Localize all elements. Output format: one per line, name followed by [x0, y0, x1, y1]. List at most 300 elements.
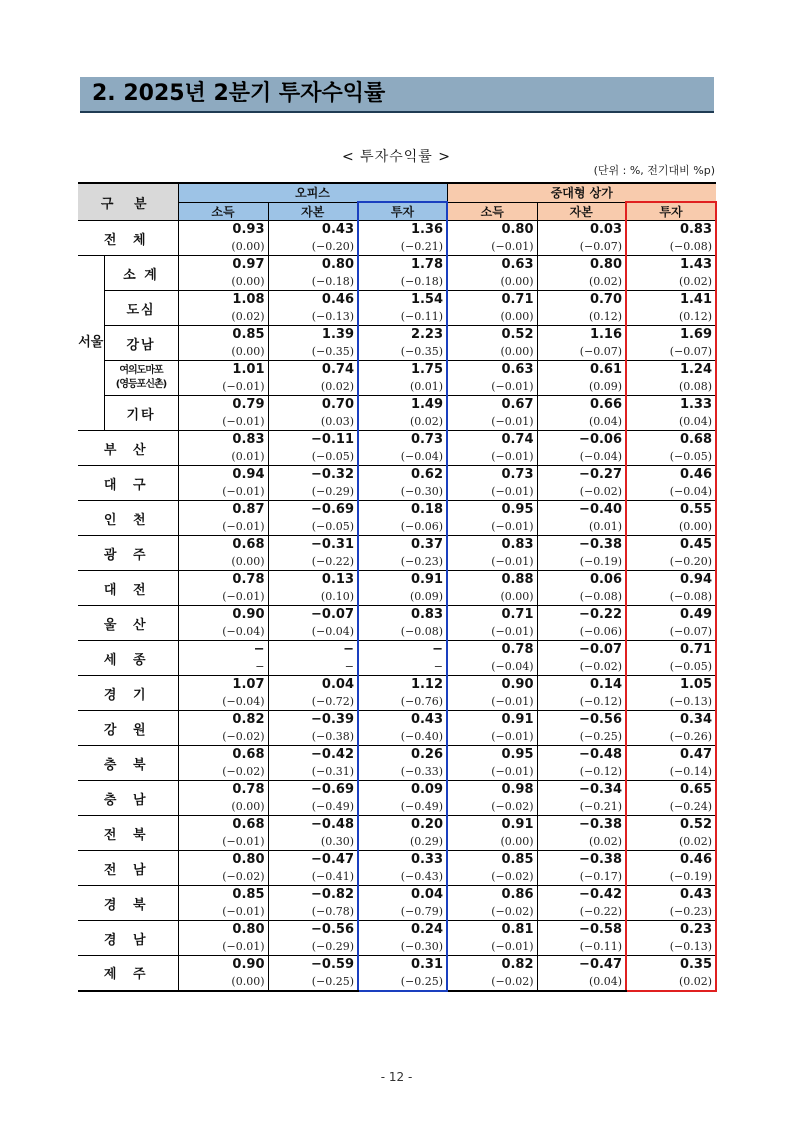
retail-income-value: 0.63 [447, 361, 537, 379]
retail-capital-change: (−0.04) [537, 448, 626, 466]
retail-income-change: (−0.01) [447, 553, 537, 571]
table-row [78, 956, 716, 974]
office-income-change: (−0.01) [178, 378, 268, 396]
retail-total-value: 0.46 [626, 466, 716, 484]
header-office: 오피스 [178, 183, 447, 202]
office-income-change: (−0.01) [178, 938, 268, 956]
office-total-change: (−0.25) [358, 973, 447, 991]
office-income-value: 0.68 [178, 746, 268, 764]
retail-total-value: 0.34 [626, 711, 716, 729]
row-label: 대 전 [78, 571, 178, 606]
header-office-capital: 자본 [268, 202, 358, 221]
table-row [78, 361, 716, 379]
header-retail-capital: 자본 [537, 202, 626, 221]
office-capital-change: (−0.22) [268, 553, 358, 571]
table-row [78, 466, 716, 484]
retail-capital-change: (−0.12) [537, 693, 626, 711]
retail-total-change: (−0.08) [626, 238, 716, 256]
table-caption: < 투자수익률 > [342, 149, 451, 165]
retail-income-value: 0.91 [447, 711, 537, 729]
office-income-value: 0.79 [178, 396, 268, 414]
retail-total-value: 0.47 [626, 746, 716, 764]
office-capital-change: (−0.38) [268, 728, 358, 746]
office-total-value: 1.75 [358, 361, 447, 379]
retail-income-value: 0.71 [447, 606, 537, 624]
office-capital-change: (0.10) [268, 588, 358, 606]
office-total-value: 1.78 [358, 256, 447, 274]
retail-capital-value: −0.27 [537, 466, 626, 484]
office-total-value: 0.33 [358, 851, 447, 869]
table-row [78, 781, 716, 799]
retail-capital-change: (−0.08) [537, 588, 626, 606]
office-total-change: (−0.08) [358, 623, 447, 641]
retail-income-change: (−0.01) [447, 483, 537, 501]
office-income-value: 0.80 [178, 921, 268, 939]
retail-total-value: 1.43 [626, 256, 716, 274]
retail-income-value: 0.83 [447, 536, 537, 554]
table-row [78, 326, 716, 344]
office-income-value: 0.68 [178, 816, 268, 834]
office-capital-change: (−0.29) [268, 938, 358, 956]
retail-income-value: 0.71 [447, 291, 537, 309]
retail-capital-change: (−0.22) [537, 903, 626, 921]
retail-income-value: 0.95 [447, 746, 537, 764]
row-label: 전 북 [78, 816, 178, 851]
office-total-value: 1.12 [358, 676, 447, 694]
office-capital-change: (−0.18) [268, 273, 358, 291]
office-total-value: 1.36 [358, 221, 447, 239]
office-total-value: 0.37 [358, 536, 447, 554]
retail-total-change: (−0.13) [626, 938, 716, 956]
retail-capital-change: (−0.17) [537, 868, 626, 886]
office-total-change: (−0.18) [358, 273, 447, 291]
row-label: 전 남 [78, 851, 178, 886]
office-capital-value: −0.59 [268, 956, 358, 974]
office-capital-value: −0.47 [268, 851, 358, 869]
retail-total-change: (−0.07) [626, 343, 716, 361]
retail-total-change: (−0.05) [626, 448, 716, 466]
retail-income-change: (−0.01) [447, 938, 537, 956]
retail-income-value: 0.85 [447, 851, 537, 869]
retail-capital-value: 0.66 [537, 396, 626, 414]
office-capital-change: (−0.29) [268, 483, 358, 501]
table-row [78, 221, 716, 239]
retail-income-change: (−0.01) [447, 413, 537, 431]
office-capital-value: −0.07 [268, 606, 358, 624]
retail-capital-change: (−0.11) [537, 938, 626, 956]
office-income-change: (−0.02) [178, 728, 268, 746]
retail-total-change: (−0.08) [626, 588, 716, 606]
office-capital-value: 0.46 [268, 291, 358, 309]
office-capital-change: (−0.31) [268, 763, 358, 781]
office-total-value: 0.43 [358, 711, 447, 729]
retail-income-change: (−0.01) [447, 448, 537, 466]
table-row [78, 396, 716, 414]
office-total-value: 0.91 [358, 571, 447, 589]
office-capital-value: 0.74 [268, 361, 358, 379]
office-capital-change: (−0.20) [268, 238, 358, 256]
retail-total-change: (0.04) [626, 413, 716, 431]
row-label: 도심 [104, 291, 178, 326]
header-office-income: 소득 [178, 202, 268, 221]
retail-capital-change: (0.01) [537, 518, 626, 536]
table-row [78, 536, 716, 554]
retail-income-change: (−0.01) [447, 728, 537, 746]
retail-total-value: 0.46 [626, 851, 716, 869]
retail-total-value: 0.94 [626, 571, 716, 589]
retail-income-value: 0.95 [447, 501, 537, 519]
retail-capital-change: (−0.21) [537, 798, 626, 816]
retail-total-value: 0.71 [626, 641, 716, 659]
row-label: 경 남 [78, 921, 178, 956]
retail-income-change: (0.00) [447, 343, 537, 361]
retail-income-change: (−0.02) [447, 903, 537, 921]
row-label: 인 천 [78, 501, 178, 536]
office-income-change: (−0.01) [178, 903, 268, 921]
header-retail: 중대형 상가 [447, 183, 716, 202]
retail-total-value: 1.24 [626, 361, 716, 379]
retail-capital-value: −0.38 [537, 536, 626, 554]
office-income-value: 0.78 [178, 781, 268, 799]
office-capital-change: (0.03) [268, 413, 358, 431]
office-income-change: (−0.04) [178, 693, 268, 711]
office-total-change: (−0.79) [358, 903, 447, 921]
retail-total-value: 0.49 [626, 606, 716, 624]
office-income-value: 0.90 [178, 606, 268, 624]
retail-capital-change: (−0.02) [537, 483, 626, 501]
header-office-total: 투자 [358, 202, 447, 221]
office-total-change: (−0.35) [358, 343, 447, 361]
row-label: 경 기 [78, 676, 178, 711]
retail-total-value: 1.69 [626, 326, 716, 344]
retail-income-change: (−0.01) [447, 518, 537, 536]
retail-income-change: (−0.01) [447, 238, 537, 256]
office-income-change: (0.00) [178, 553, 268, 571]
table-row [78, 851, 716, 869]
header-gubun: 구 분 [78, 183, 178, 221]
row-label: 소 계 [104, 256, 178, 291]
office-total-change: (−0.43) [358, 868, 447, 886]
retail-total-change: (−0.04) [626, 483, 716, 501]
retail-income-change: (−0.02) [447, 798, 537, 816]
retail-total-change: (0.12) [626, 308, 716, 326]
retail-income-change: (−0.02) [447, 973, 537, 991]
retail-income-value: 0.63 [447, 256, 537, 274]
retail-capital-value: −0.42 [537, 886, 626, 904]
row-label-line1: 여의도마포 [119, 365, 163, 376]
table-row [78, 571, 716, 589]
retail-income-value: 0.86 [447, 886, 537, 904]
office-income-change: (0.00) [178, 343, 268, 361]
retail-total-change: (−0.23) [626, 903, 716, 921]
office-capital-change: (−0.35) [268, 343, 358, 361]
retail-income-change: (−0.02) [447, 868, 537, 886]
office-capital-value: −0.32 [268, 466, 358, 484]
office-capital-change: (−0.78) [268, 903, 358, 921]
retail-income-value: 0.74 [447, 431, 537, 449]
header-retail-income: 소득 [447, 202, 537, 221]
office-capital-change: (−0.13) [268, 308, 358, 326]
retail-total-value: 0.43 [626, 886, 716, 904]
retail-capital-change: (−0.07) [537, 238, 626, 256]
retail-capital-value: 0.06 [537, 571, 626, 589]
retail-capital-change: (−0.25) [537, 728, 626, 746]
retail-total-change: (0.02) [626, 973, 716, 991]
office-total-change: (−0.49) [358, 798, 447, 816]
retail-total-change: (−0.13) [626, 693, 716, 711]
retail-capital-change: (−0.19) [537, 553, 626, 571]
row-label: 세 종 [78, 641, 178, 676]
office-income-value: 1.07 [178, 676, 268, 694]
office-total-value: 0.83 [358, 606, 447, 624]
retail-capital-value: −0.34 [537, 781, 626, 799]
office-income-value: 0.85 [178, 326, 268, 344]
retail-income-change: (−0.01) [447, 763, 537, 781]
retail-income-change: (0.00) [447, 588, 537, 606]
office-capital-value: 0.80 [268, 256, 358, 274]
office-capital-value: 0.43 [268, 221, 358, 239]
office-total-change: (−0.40) [358, 728, 447, 746]
retail-total-change: (−0.07) [626, 623, 716, 641]
retail-capital-change: (−0.07) [537, 343, 626, 361]
office-capital-value: −0.11 [268, 431, 358, 449]
retail-total-value: 0.68 [626, 431, 716, 449]
table-row [78, 641, 716, 659]
office-capital-value: −0.31 [268, 536, 358, 554]
office-income-change: (0.02) [178, 308, 268, 326]
retail-total-change: (−0.19) [626, 868, 716, 886]
retail-capital-value: −0.40 [537, 501, 626, 519]
office-total-value: 0.73 [358, 431, 447, 449]
office-income-value: 0.80 [178, 851, 268, 869]
office-total-value: 2.23 [358, 326, 447, 344]
retail-capital-value: 0.70 [537, 291, 626, 309]
retail-total-value: 0.65 [626, 781, 716, 799]
office-total-value: 0.20 [358, 816, 447, 834]
office-capital-value: 0.70 [268, 396, 358, 414]
retail-income-change: (0.00) [447, 833, 537, 851]
retail-income-value: 0.82 [447, 956, 537, 974]
office-total-value: − [358, 641, 447, 659]
office-income-value: 0.90 [178, 956, 268, 974]
retail-total-change: (−0.14) [626, 763, 716, 781]
office-capital-value: −0.42 [268, 746, 358, 764]
office-total-value: 1.49 [358, 396, 447, 414]
office-capital-value: 1.39 [268, 326, 358, 344]
office-income-change: − [178, 658, 268, 676]
investment-yield-table [78, 182, 717, 992]
table-row [78, 501, 716, 519]
office-total-value: 0.31 [358, 956, 447, 974]
retail-income-value: 0.81 [447, 921, 537, 939]
retail-capital-change: (0.04) [537, 413, 626, 431]
office-income-value: 0.85 [178, 886, 268, 904]
retail-total-value: 0.45 [626, 536, 716, 554]
retail-capital-value: 1.16 [537, 326, 626, 344]
office-income-value: 0.82 [178, 711, 268, 729]
retail-total-change: (0.02) [626, 273, 716, 291]
office-income-value: 1.01 [178, 361, 268, 379]
office-total-change: (0.01) [358, 378, 447, 396]
retail-income-change: (−0.01) [447, 693, 537, 711]
row-label: 충 남 [78, 781, 178, 816]
retail-total-change: (−0.24) [626, 798, 716, 816]
office-income-value: 0.94 [178, 466, 268, 484]
office-total-change: (−0.33) [358, 763, 447, 781]
retail-income-value: 0.80 [447, 221, 537, 239]
office-income-value: 0.68 [178, 536, 268, 554]
office-income-change: (−0.01) [178, 833, 268, 851]
office-income-change: (−0.01) [178, 413, 268, 431]
office-total-change: (0.02) [358, 413, 447, 431]
retail-income-change: (−0.01) [447, 378, 537, 396]
office-total-change: (−0.21) [358, 238, 447, 256]
office-total-change: (−0.11) [358, 308, 447, 326]
office-capital-value: −0.69 [268, 781, 358, 799]
office-capital-change: − [268, 658, 358, 676]
retail-capital-value: 0.61 [537, 361, 626, 379]
retail-capital-value: −0.22 [537, 606, 626, 624]
office-capital-change: (−0.25) [268, 973, 358, 991]
office-income-change: (−0.04) [178, 623, 268, 641]
retail-capital-value: 0.80 [537, 256, 626, 274]
retail-income-value: 0.73 [447, 466, 537, 484]
row-label: 충 북 [78, 746, 178, 781]
row-label: 기타 [104, 396, 178, 431]
retail-capital-change: (−0.02) [537, 658, 626, 676]
page-number: - 12 - [380, 1070, 413, 1084]
retail-income-change: (0.00) [447, 273, 537, 291]
retail-total-value: 0.83 [626, 221, 716, 239]
retail-total-change: (0.08) [626, 378, 716, 396]
retail-capital-change: (0.09) [537, 378, 626, 396]
office-capital-value: −0.39 [268, 711, 358, 729]
row-label [104, 361, 178, 396]
retail-capital-change: (0.02) [537, 273, 626, 291]
table-row [78, 816, 716, 834]
office-income-change: (0.01) [178, 448, 268, 466]
office-income-value: 0.97 [178, 256, 268, 274]
retail-capital-change: (0.12) [537, 308, 626, 326]
row-label: 울 산 [78, 606, 178, 641]
office-income-change: (0.00) [178, 798, 268, 816]
office-total-value: 1.54 [358, 291, 447, 309]
retail-income-value: 0.90 [447, 676, 537, 694]
office-income-change: (0.00) [178, 973, 268, 991]
table-row [78, 921, 716, 939]
retail-income-value: 0.91 [447, 816, 537, 834]
retail-capital-value: −0.06 [537, 431, 626, 449]
retail-capital-value: −0.48 [537, 746, 626, 764]
office-capital-change: (−0.04) [268, 623, 358, 641]
table-row [78, 606, 716, 624]
office-capital-value: 0.04 [268, 676, 358, 694]
table-row [78, 676, 716, 694]
retail-capital-change: (0.02) [537, 833, 626, 851]
office-income-value: 0.83 [178, 431, 268, 449]
office-capital-value: −0.82 [268, 886, 358, 904]
office-income-change: (−0.02) [178, 868, 268, 886]
office-income-change: (−0.01) [178, 518, 268, 536]
office-income-change: (−0.02) [178, 763, 268, 781]
retail-total-value: 1.05 [626, 676, 716, 694]
row-label: 강 원 [78, 711, 178, 746]
office-total-value: 0.04 [358, 886, 447, 904]
retail-capital-change: (−0.06) [537, 623, 626, 641]
office-capital-value: 0.13 [268, 571, 358, 589]
row-label: 전 체 [78, 221, 178, 256]
retail-income-change: (−0.04) [447, 658, 537, 676]
retail-capital-value: −0.58 [537, 921, 626, 939]
retail-total-value: 0.35 [626, 956, 716, 974]
table-row [78, 291, 716, 309]
row-label-line2: (영등포신촌) [115, 379, 167, 390]
retail-capital-change: (0.04) [537, 973, 626, 991]
table-row [78, 746, 716, 764]
office-total-change: (−0.06) [358, 518, 447, 536]
row-label: 강남 [104, 326, 178, 361]
office-total-change: (−0.76) [358, 693, 447, 711]
retail-total-value: 1.33 [626, 396, 716, 414]
retail-income-change: (0.00) [447, 308, 537, 326]
retail-income-change: (−0.01) [447, 623, 537, 641]
office-income-change: (−0.01) [178, 483, 268, 501]
header-retail-total: 투자 [626, 202, 716, 221]
office-capital-value: −0.48 [268, 816, 358, 834]
retail-capital-value: −0.47 [537, 956, 626, 974]
retail-capital-change: (−0.12) [537, 763, 626, 781]
row-label: 제 주 [78, 956, 178, 991]
office-capital-value: − [268, 641, 358, 659]
table-row [78, 886, 716, 904]
office-income-value: 0.87 [178, 501, 268, 519]
row-label: 경 북 [78, 886, 178, 921]
retail-total-value: 0.52 [626, 816, 716, 834]
office-income-value: − [178, 641, 268, 659]
office-income-change: (−0.01) [178, 588, 268, 606]
retail-income-value: 0.98 [447, 781, 537, 799]
retail-capital-value: 0.03 [537, 221, 626, 239]
office-total-value: 0.09 [358, 781, 447, 799]
table-row [78, 256, 716, 274]
office-total-change: (−0.23) [358, 553, 447, 571]
office-capital-value: −0.56 [268, 921, 358, 939]
retail-total-value: 0.55 [626, 501, 716, 519]
row-label: 대 구 [78, 466, 178, 501]
retail-capital-value: −0.38 [537, 851, 626, 869]
office-capital-value: −0.69 [268, 501, 358, 519]
retail-total-change: (−0.26) [626, 728, 716, 746]
retail-income-value: 0.78 [447, 641, 537, 659]
office-capital-change: (−0.05) [268, 518, 358, 536]
office-capital-change: (−0.49) [268, 798, 358, 816]
retail-capital-value: −0.38 [537, 816, 626, 834]
office-income-change: (0.00) [178, 273, 268, 291]
office-capital-change: (−0.41) [268, 868, 358, 886]
row-label: 광 주 [78, 536, 178, 571]
retail-income-value: 0.52 [447, 326, 537, 344]
office-total-value: 0.18 [358, 501, 447, 519]
office-income-value: 1.08 [178, 291, 268, 309]
office-capital-change: (−0.05) [268, 448, 358, 466]
office-total-change: (0.29) [358, 833, 447, 851]
office-total-value: 0.62 [358, 466, 447, 484]
office-income-value: 0.78 [178, 571, 268, 589]
row-label: 부 산 [78, 431, 178, 466]
office-total-change: − [358, 658, 447, 676]
retail-income-value: 0.88 [447, 571, 537, 589]
retail-capital-value: 0.14 [537, 676, 626, 694]
